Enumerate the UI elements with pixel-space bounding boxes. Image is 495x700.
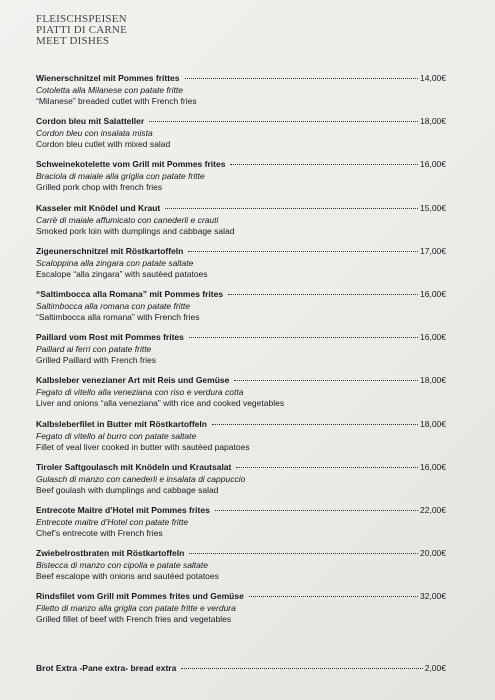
menu-item xyxy=(36,245,446,288)
leader-dots xyxy=(188,251,418,252)
heading-german: FLEISCHSPEISEN xyxy=(36,13,127,25)
item-english: Chef’s entrecote with French fries xyxy=(36,527,163,538)
item-english: Beef escalope with onions and sautéed potatoes xyxy=(36,571,219,582)
menu-item xyxy=(36,72,446,115)
leader-dots xyxy=(234,380,418,381)
item-price: 14,00€ xyxy=(420,73,446,83)
menu-item xyxy=(36,547,446,590)
item-price: 16,00€ xyxy=(420,461,446,472)
item-price: 16,00€ xyxy=(420,332,446,343)
menu-section-heading xyxy=(36,14,127,47)
leader-dots xyxy=(230,164,418,165)
menu-item xyxy=(36,461,446,504)
item-english: “Milanese” breaded cutlet with French fries xyxy=(36,96,197,106)
item-italian: Scaloppina alla zingara con patate saltate xyxy=(36,257,194,268)
menu-item xyxy=(36,202,446,245)
item-italian: Fegato di vitello alla veneziana con riso e verdura cotta xyxy=(36,387,244,398)
leader-dots xyxy=(165,208,418,209)
item-price: 18,00€ xyxy=(420,116,446,127)
item-price: 16,00€ xyxy=(420,288,446,299)
bread-extra-price: 2,00€ xyxy=(424,663,446,673)
item-price: 18,00€ xyxy=(420,418,446,429)
item-italian: Filetto di manzo alla griglia con patate fritte e verdura xyxy=(36,603,236,614)
menu-item xyxy=(36,374,446,417)
item-name: Rindsfilet vom Grill mit Pommes frites und Gemüse xyxy=(36,591,244,602)
leader-dots xyxy=(189,337,418,338)
item-english: “Saltimbocca alla romana” with French fries xyxy=(36,311,200,322)
item-name: Kalbsleber venezianer Art mit Reis und Gemüse xyxy=(36,375,230,386)
item-italian: Gulasch di manzo con canederli e insalata di cappuccio xyxy=(36,473,246,484)
heading-italian: PIATTI DI CARNE xyxy=(36,24,127,36)
item-english: Cordon bleu cutlet with mixed salad xyxy=(36,139,171,150)
menu-item xyxy=(36,288,446,331)
item-name: Zigeunerschnitzel mit Röstkartoffeln xyxy=(36,245,184,256)
item-italian: Carrè di maiale affumicato con canederli e crauti xyxy=(36,214,219,225)
item-name: Kasseler mit Knödel und Kraut xyxy=(36,202,161,213)
leader-dots xyxy=(189,553,418,554)
menu-item xyxy=(36,504,446,547)
leader-dots xyxy=(215,510,418,511)
item-italian: Entrecote maitre d’Hotel con patate fritte xyxy=(36,516,189,527)
leader-dots xyxy=(185,78,418,79)
bread-extra-item xyxy=(36,662,446,675)
item-english: Liver and onions “alla veneziana” with rice and cooked vegetables xyxy=(36,398,285,409)
leader-dots xyxy=(236,467,418,468)
item-italian: Bistecca di manzo con cipolla e patate saltate xyxy=(36,560,208,571)
item-name: Cordon bleu mit Salatteller xyxy=(36,116,145,127)
heading-english: MEET DISHES xyxy=(36,35,110,47)
leader-dots xyxy=(249,596,418,597)
item-english: Grilled pork chop with french fries xyxy=(36,182,163,193)
bread-extra-name: Brot Extra -Pane extra- bread extra xyxy=(36,663,177,673)
item-english: Smoked pork loin with dumplings and cabbage salad xyxy=(36,225,235,236)
item-name: Paillard vom Rost mit Pommes frites xyxy=(36,332,184,343)
item-italian: Braciola di maiale alla griglia con patate fritte xyxy=(36,171,205,182)
item-name: Wienerschnitzel mit Pommes frittes xyxy=(36,73,180,83)
item-italian: Cotoletta alla Milanese con patate fritte xyxy=(36,85,183,95)
leader-dots xyxy=(228,294,418,295)
item-name: Kalbsleberfilet in Butter mit Röstkartoffeln xyxy=(36,418,207,429)
item-name: “Saltimbocca alla Romana” mit Pommes frites xyxy=(36,288,224,299)
item-italian: Paillard ai ferri con patate fritte xyxy=(36,344,152,355)
item-name: Entrecote Maitre d’Hotel mit Pommes frites xyxy=(36,504,210,515)
item-price: 18,00€ xyxy=(420,375,446,386)
item-english: Grilled Paillard with French fries xyxy=(36,355,156,366)
item-price: 16,00€ xyxy=(420,159,446,170)
item-price: 15,00€ xyxy=(420,202,446,213)
item-price: 22,00€ xyxy=(420,504,446,515)
item-name: Tiroler Saftgoulasch mit Knödeln und Krautsalat xyxy=(36,461,232,472)
item-english: Fillet of veal liver cooked in butter with sautèed papatoes xyxy=(36,441,250,452)
item-price: 20,00€ xyxy=(420,548,446,559)
item-name: Schweinekotelette vom Grill mit Pommes frites xyxy=(36,159,226,170)
item-price: 32,00€ xyxy=(420,591,446,602)
item-english: Grilled fillet of beef with French fries and vegetables xyxy=(36,614,232,625)
item-italian: Cordon bleu con insalata mista xyxy=(36,128,153,139)
menu-item xyxy=(36,418,446,461)
menu-item xyxy=(36,590,446,633)
item-english: Beef goulash with dumplings and cabbage salad xyxy=(36,484,219,495)
leader-dots xyxy=(212,424,418,425)
item-italian: Saltimbocca alla romana con patate fritte xyxy=(36,300,191,311)
menu-item xyxy=(36,331,446,374)
menu-item-list xyxy=(36,72,446,633)
item-english: Escalope “alla zingara” with sautèed patatoes xyxy=(36,268,208,279)
item-name: Zwiebelrostbraten mit Röstkartoffeln xyxy=(36,548,185,559)
leader-dots xyxy=(149,121,418,122)
item-italian: Fegato di vitello al burro con patate saltate xyxy=(36,430,197,441)
leader-dots xyxy=(181,668,422,669)
item-price: 17,00€ xyxy=(420,245,446,256)
menu-item xyxy=(36,158,446,201)
menu-item xyxy=(36,115,446,158)
